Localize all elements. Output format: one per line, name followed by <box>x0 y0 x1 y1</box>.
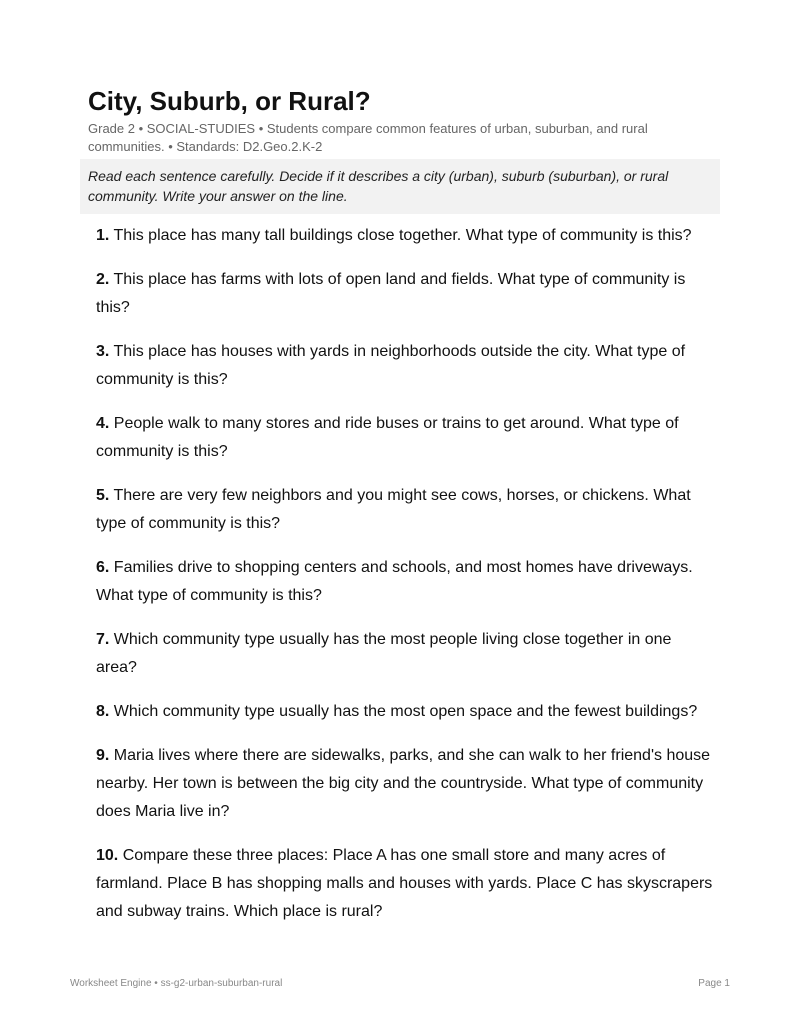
question-5 <box>96 482 716 538</box>
page-number: Page 1 <box>698 978 730 989</box>
question-10 <box>96 842 716 926</box>
question-number: 1. <box>96 227 110 244</box>
question-text: Which community type usually has the most people living close together in one area? <box>96 631 672 676</box>
question-text: This place has farms with lots of open land and fields. What type of community is this? <box>96 271 686 316</box>
question-number: 6. <box>96 559 110 576</box>
footer-source: Worksheet Engine • ss-g2-urban-suburban-rural <box>70 978 283 989</box>
question-2 <box>96 266 716 322</box>
question-text: This place has houses with yards in neighborhoods outside the city. What type of community is this? <box>96 343 686 388</box>
page-subtitle: Grade 2 • SOCIAL-STUDIES • Students compare common features of urban, suburban, and rural communities. • Standards: D2.Geo.2.K-2 <box>88 121 648 154</box>
question-number: 5. <box>96 487 110 504</box>
question-text: Compare these three places: Place A has one small store and many acres of farmland. Place B has shopping malls and houses with yards. Place C has skyscrapers and subway trains. Which place is rural? <box>96 847 713 920</box>
instructions-box: Read each sentence carefully. Decide if it describes a city (urban), suburb (suburban), or rural community. Write your answer on the line. <box>80 159 720 214</box>
question-number: 10. <box>96 847 119 864</box>
worksheet-header <box>88 84 728 156</box>
page-title: City, Suburb, or Rural? <box>88 86 371 116</box>
question-4 <box>96 410 716 466</box>
question-number: 9. <box>96 747 110 764</box>
question-text: Maria lives where there are sidewalks, parks, and she can walk to her friend's house nearby. Her town is between the big city and the countryside. What type of community does Maria live in? <box>96 747 711 820</box>
question-9 <box>96 742 716 826</box>
question-text: Families drive to shopping centers and schools, and most homes have driveways. What type of community is this? <box>96 559 693 604</box>
question-number: 8. <box>96 703 110 720</box>
question-text: This place has many tall buildings close together. What type of community is this? <box>113 227 692 244</box>
question-number: 7. <box>96 631 110 648</box>
question-text: There are very few neighbors and you might see cows, horses, or chickens. What type of community is this? <box>96 487 691 532</box>
question-6 <box>96 554 716 610</box>
question-number: 4. <box>96 415 110 432</box>
question-8 <box>96 698 716 726</box>
question-text: People walk to many stores and ride buses or trains to get around. What type of community is this? <box>96 415 679 460</box>
question-list <box>96 222 716 942</box>
question-number: 3. <box>96 343 110 360</box>
question-number: 2. <box>96 271 110 288</box>
question-3 <box>96 338 716 394</box>
question-text: Which community type usually has the most open space and the fewest buildings? <box>113 703 698 720</box>
question-7 <box>96 626 716 682</box>
question-1 <box>96 222 716 250</box>
